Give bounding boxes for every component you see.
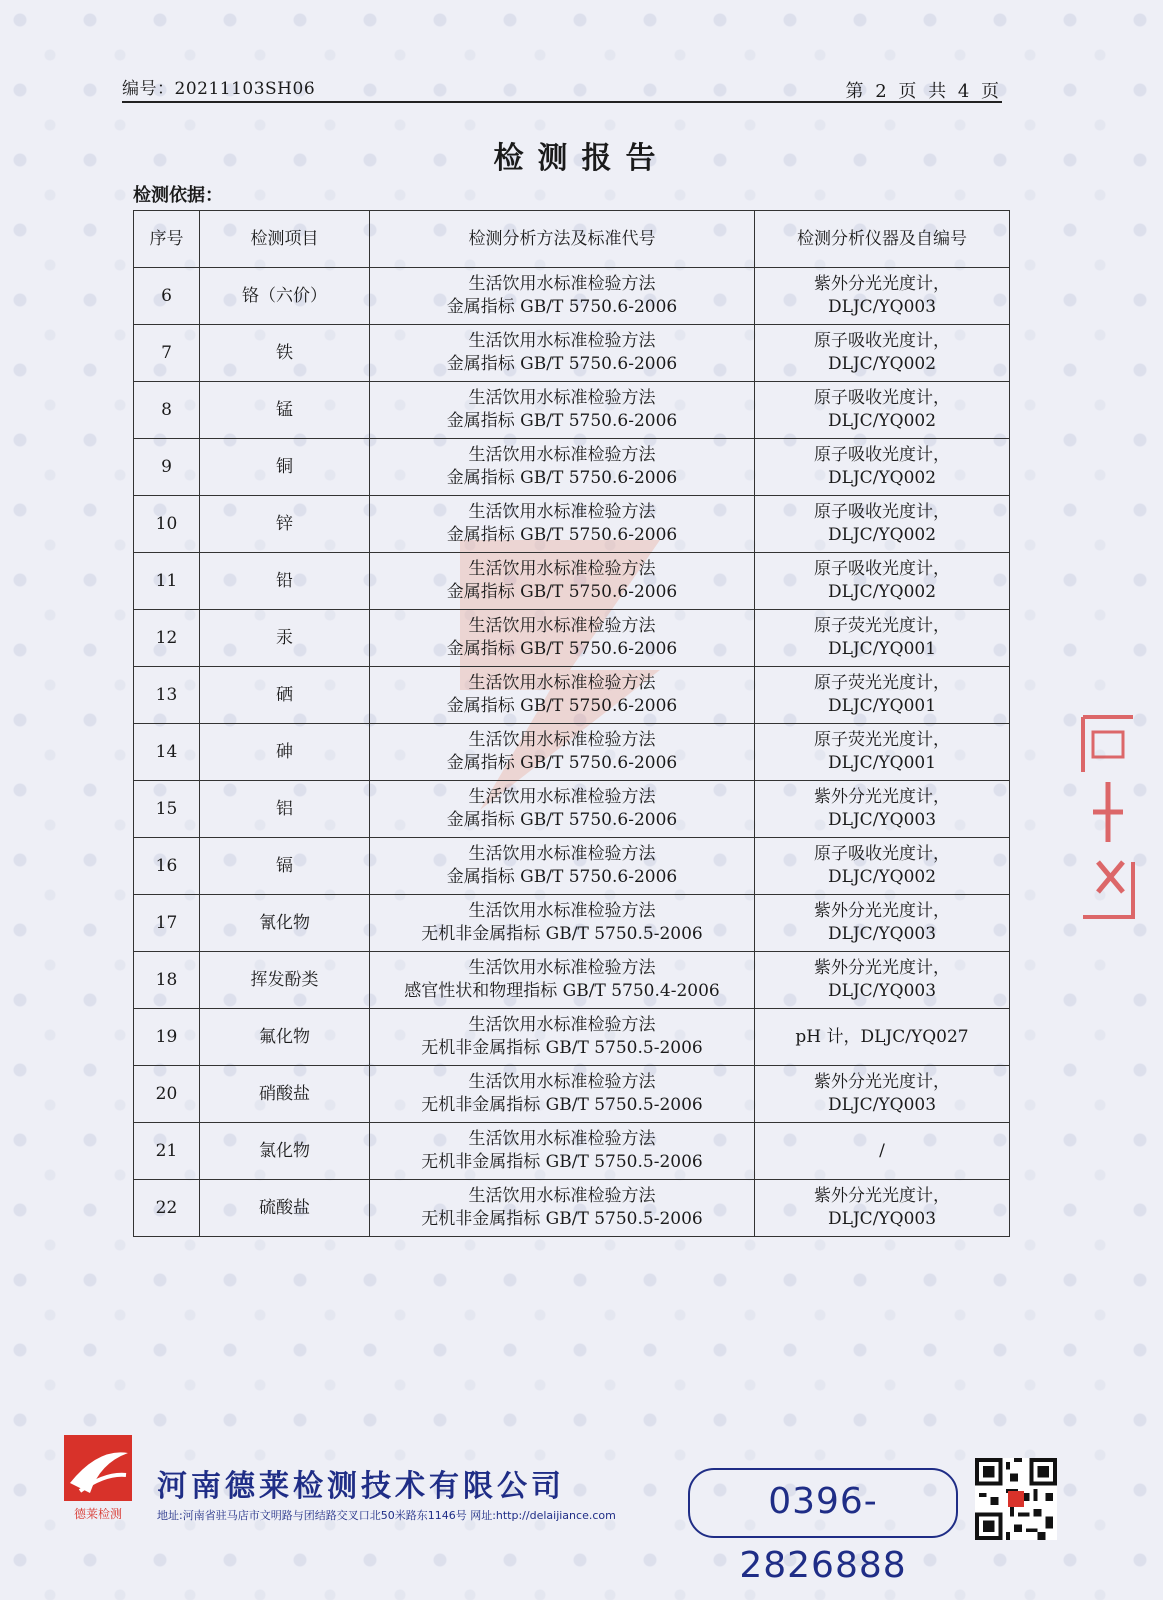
- cell-no: 9: [134, 439, 200, 496]
- cell-method: [370, 325, 755, 382]
- cell-item: 硫酸盐: [200, 1180, 370, 1237]
- instrument-line: DLJC/YQ003: [827, 297, 937, 317]
- instrument-line: 原子吸收光度计，: [814, 388, 950, 408]
- method-line: 生活饮用水标准检验方法: [468, 445, 656, 465]
- instrument-line: pH 计，DLJC/YQ027: [795, 1026, 969, 1047]
- test-basis-table: [133, 210, 1010, 1237]
- cell-method: [370, 439, 755, 496]
- method-line: 生活饮用水标准检验方法: [468, 559, 656, 579]
- cell-item: 铁: [200, 325, 370, 382]
- cell-instrument: [755, 781, 1010, 838]
- cell-method: [370, 1009, 755, 1066]
- table-row: [134, 268, 1010, 325]
- method-line: 金属指标 GB/T 5750.6-2006: [446, 468, 678, 488]
- cell-item: 铝: [200, 781, 370, 838]
- cell-method: [370, 1123, 755, 1180]
- table-row: [134, 382, 1010, 439]
- instrument-line: DLJC/YQ003: [827, 1209, 937, 1229]
- document-title: 检测报告: [493, 141, 670, 176]
- table-row: [134, 325, 1010, 382]
- cell-instrument: [755, 1180, 1010, 1237]
- cell-method: [370, 952, 755, 1009]
- cell-no: 11: [134, 553, 200, 610]
- instrument-line: DLJC/YQ001: [827, 639, 937, 659]
- table-row: [134, 553, 1010, 610]
- cell-instrument: [755, 1066, 1010, 1123]
- cell-item: 汞: [200, 610, 370, 667]
- table-row: [134, 1009, 1010, 1066]
- qr-code-icon: [975, 1458, 1057, 1540]
- method-line: 生活饮用水标准检验方法: [468, 673, 656, 693]
- cell-item: 砷: [200, 724, 370, 781]
- table-row: [134, 781, 1010, 838]
- cell-method: [370, 667, 755, 724]
- cell-item: 铜: [200, 439, 370, 496]
- method-line: 生活饮用水标准检验方法: [468, 787, 656, 807]
- table-row: [134, 1066, 1010, 1123]
- instrument-line: 原子吸收光度计，: [814, 559, 950, 579]
- instrument-line: DLJC/YQ002: [827, 468, 937, 488]
- cell-method: [370, 268, 755, 325]
- instrument-line: 原子荧光光度计，: [814, 730, 950, 750]
- instrument-line: /: [879, 1140, 885, 1161]
- cell-method: [370, 724, 755, 781]
- cell-no: 19: [134, 1009, 200, 1066]
- method-line: 感官性状和物理指标 GB/T 5750.4-2006: [404, 981, 720, 1001]
- method-line: 生活饮用水标准检验方法: [468, 331, 656, 351]
- table-row: [134, 610, 1010, 667]
- company-name: 河南德莱检测技术有限公司: [157, 1469, 565, 1504]
- cell-instrument: [755, 667, 1010, 724]
- cell-no: 14: [134, 724, 200, 781]
- method-line: 生活饮用水标准检验方法: [468, 388, 656, 408]
- cell-item: 挥发酚类: [200, 952, 370, 1009]
- instrument-line: DLJC/YQ002: [827, 354, 937, 374]
- cell-method: [370, 781, 755, 838]
- header-no: 序号: [134, 211, 200, 268]
- method-line: 无机非金属指标 GB/T 5750.5-2006: [421, 1038, 703, 1058]
- cell-no: 16: [134, 838, 200, 895]
- cell-method: [370, 838, 755, 895]
- cell-instrument: [755, 268, 1010, 325]
- cell-item: 锰: [200, 382, 370, 439]
- method-line: 金属指标 GB/T 5750.6-2006: [446, 582, 678, 602]
- method-line: 无机非金属指标 GB/T 5750.5-2006: [421, 1095, 703, 1115]
- cell-instrument: [755, 610, 1010, 667]
- instrument-line: 原子荧光光度计，: [814, 616, 950, 636]
- method-line: 金属指标 GB/T 5750.6-2006: [446, 297, 678, 317]
- header-item: 检测项目: [200, 211, 370, 268]
- method-line: 金属指标 GB/T 5750.6-2006: [446, 753, 678, 773]
- cell-method: [370, 610, 755, 667]
- method-line: 无机非金属指标 GB/T 5750.5-2006: [421, 1209, 703, 1229]
- cell-method: [370, 895, 755, 952]
- table-header-row: [134, 211, 1010, 268]
- instrument-line: DLJC/YQ002: [827, 582, 937, 602]
- cell-item: 镉: [200, 838, 370, 895]
- header-method: 检测分析方法及标准代号: [370, 211, 755, 268]
- table-row: [134, 1180, 1010, 1237]
- method-line: 生活饮用水标准检验方法: [468, 730, 656, 750]
- method-line: 无机非金属指标 GB/T 5750.5-2006: [421, 1152, 703, 1172]
- cell-instrument: [755, 895, 1010, 952]
- instrument-line: DLJC/YQ002: [827, 525, 937, 545]
- instrument-line: 紫外分光光度计，: [814, 958, 950, 978]
- method-line: 生活饮用水标准检验方法: [468, 502, 656, 522]
- instrument-line: 紫外分光光度计，: [814, 1072, 950, 1092]
- report-number: 编号：20211103SH06: [122, 79, 316, 99]
- method-line: 金属指标 GB/T 5750.6-2006: [446, 867, 678, 887]
- method-line: 生活饮用水标准检验方法: [468, 958, 656, 978]
- cell-no: 20: [134, 1066, 200, 1123]
- cell-no: 21: [134, 1123, 200, 1180]
- instrument-line: DLJC/YQ003: [827, 1095, 937, 1115]
- cell-instrument: [755, 1009, 1010, 1066]
- cell-instrument: [755, 382, 1010, 439]
- cell-no: 22: [134, 1180, 200, 1237]
- instrument-line: 紫外分光光度计，: [814, 1186, 950, 1206]
- instrument-line: DLJC/YQ002: [827, 411, 937, 431]
- cell-item: 氟化物: [200, 1009, 370, 1066]
- cell-method: [370, 1180, 755, 1237]
- instrument-line: DLJC/YQ003: [827, 924, 937, 944]
- cell-method: [370, 1066, 755, 1123]
- method-line: 金属指标 GB/T 5750.6-2006: [446, 354, 678, 374]
- cell-instrument: [755, 496, 1010, 553]
- table-row: [134, 439, 1010, 496]
- cell-instrument: [755, 838, 1010, 895]
- cell-method: [370, 496, 755, 553]
- page-indicator: 第 2 页 共 4 页: [845, 81, 1000, 102]
- instrument-line: 原子荧光光度计，: [814, 673, 950, 693]
- instrument-line: 原子吸收光度计，: [814, 844, 950, 864]
- cell-no: 15: [134, 781, 200, 838]
- header-instrument: 检测分析仪器及自编号: [755, 211, 1010, 268]
- cell-instrument: [755, 553, 1010, 610]
- method-line: 生活饮用水标准检验方法: [468, 274, 656, 294]
- instrument-line: 紫外分光光度计，: [814, 274, 950, 294]
- instrument-line: 原子吸收光度计，: [814, 502, 950, 522]
- cell-no: 13: [134, 667, 200, 724]
- cell-item: 铬（六价）: [200, 268, 370, 325]
- instrument-line: DLJC/YQ003: [827, 981, 937, 1001]
- cell-no: 10: [134, 496, 200, 553]
- table-row: [134, 895, 1010, 952]
- cell-item: 硒: [200, 667, 370, 724]
- cell-item: 硝酸盐: [200, 1066, 370, 1123]
- method-line: 生活饮用水标准检验方法: [468, 1129, 656, 1149]
- cell-instrument: [755, 1123, 1010, 1180]
- cell-item: 氰化物: [200, 895, 370, 952]
- table-row: [134, 724, 1010, 781]
- cell-item: 铅: [200, 553, 370, 610]
- method-line: 金属指标 GB/T 5750.6-2006: [446, 411, 678, 431]
- cell-instrument: [755, 439, 1010, 496]
- instrument-line: 原子吸收光度计，: [814, 331, 950, 351]
- cell-item: 锌: [200, 496, 370, 553]
- company-phone: 0396-2826888: [688, 1468, 958, 1538]
- cell-no: 18: [134, 952, 200, 1009]
- cell-no: 7: [134, 325, 200, 382]
- company-address: 地址:河南省驻马店市文明路与团结路交叉口北50米路东1146号 网址:http://delaijiance.com: [157, 1509, 616, 1522]
- table-body: [134, 268, 1010, 1237]
- company-logo-icon: [60, 1433, 136, 1523]
- method-line: 生活饮用水标准检验方法: [468, 901, 656, 921]
- instrument-line: DLJC/YQ001: [827, 753, 937, 773]
- instrument-line: 原子吸收光度计，: [814, 445, 950, 465]
- method-line: 生活饮用水标准检验方法: [468, 616, 656, 636]
- cell-method: [370, 382, 755, 439]
- method-line: 金属指标 GB/T 5750.6-2006: [446, 696, 678, 716]
- table-row: [134, 496, 1010, 553]
- table-row: [134, 952, 1010, 1009]
- method-line: 生活饮用水标准检验方法: [468, 844, 656, 864]
- basis-label: 检测依据：: [133, 185, 223, 206]
- cell-instrument: [755, 952, 1010, 1009]
- method-line: 生活饮用水标准检验方法: [468, 1072, 656, 1092]
- cell-method: [370, 553, 755, 610]
- logo-text: 德莱检测: [73, 1507, 123, 1521]
- header-divider: [122, 101, 1002, 103]
- cell-no: 6: [134, 268, 200, 325]
- cell-instrument: [755, 325, 1010, 382]
- method-line: 无机非金属指标 GB/T 5750.5-2006: [421, 924, 703, 944]
- seal-stamp-icon: [1078, 712, 1138, 922]
- instrument-line: 紫外分光光度计，: [814, 787, 950, 807]
- table-row: [134, 667, 1010, 724]
- instrument-line: 紫外分光光度计，: [814, 901, 950, 921]
- method-line: 金属指标 GB/T 5750.6-2006: [446, 810, 678, 830]
- table-row: [134, 1123, 1010, 1180]
- method-line: 金属指标 GB/T 5750.6-2006: [446, 639, 678, 659]
- method-line: 生活饮用水标准检验方法: [468, 1015, 656, 1035]
- cell-no: 8: [134, 382, 200, 439]
- cell-item: 氯化物: [200, 1123, 370, 1180]
- cell-no: 12: [134, 610, 200, 667]
- table-row: [134, 838, 1010, 895]
- cell-no: 17: [134, 895, 200, 952]
- method-line: 金属指标 GB/T 5750.6-2006: [446, 525, 678, 545]
- instrument-line: DLJC/YQ001: [827, 696, 937, 716]
- instrument-line: DLJC/YQ003: [827, 810, 937, 830]
- instrument-line: DLJC/YQ002: [827, 867, 937, 887]
- method-line: 生活饮用水标准检验方法: [468, 1186, 656, 1206]
- cell-instrument: [755, 724, 1010, 781]
